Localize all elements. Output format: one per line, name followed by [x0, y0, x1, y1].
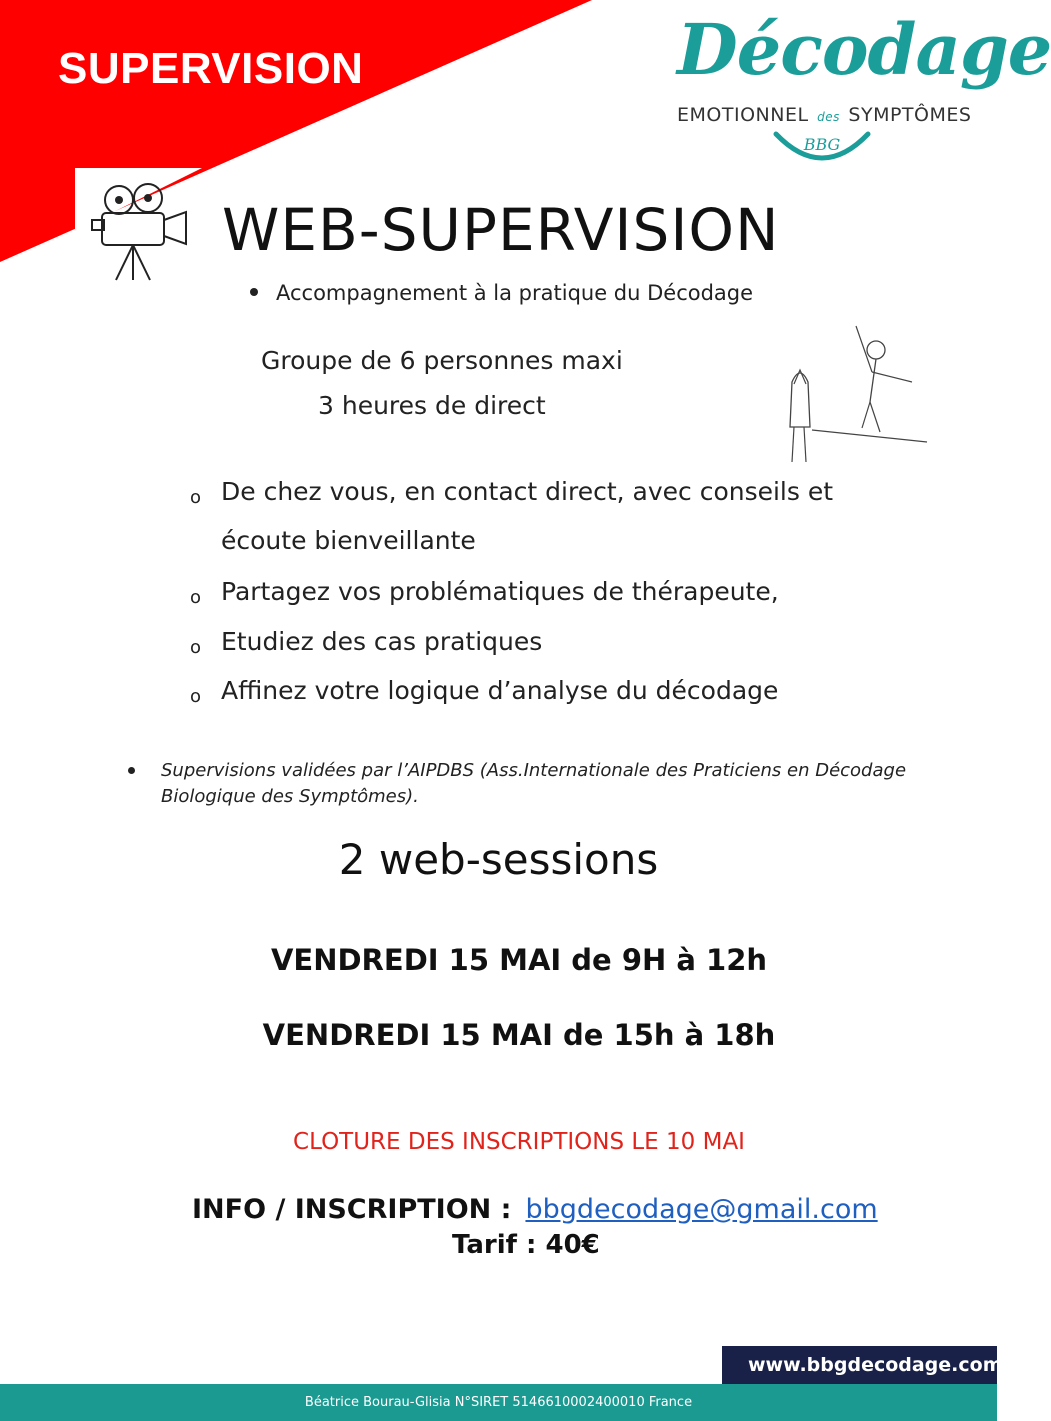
heures-text: 3 heures de direct: [318, 391, 546, 420]
info-line: [192, 1194, 878, 1225]
session-date: VENDREDI 15 MAI de 15h à 18h: [262, 1018, 776, 1052]
banner-label: SUPERVISION: [58, 44, 364, 93]
list-item: [190, 567, 890, 616]
list-item-text: Partagez vos problématiques de thérapeute,: [221, 577, 779, 606]
logo-smile-icon: [772, 130, 872, 172]
bullet-dot: [250, 288, 258, 296]
accompagnement-bullet: [250, 281, 753, 305]
brand-logo: [677, 8, 1051, 173]
list-marker: o: [190, 637, 202, 658]
logo-subtitle: [677, 104, 972, 126]
logo-mark: BBG: [803, 135, 841, 154]
info-label: INFO / INSCRIPTION :: [192, 1194, 512, 1225]
email-link[interactable]: bbgdecodage@gmail.com: [525, 1194, 878, 1225]
logo-sub-right: SYMPTÔMES: [848, 104, 972, 126]
list-marker: o: [190, 686, 202, 707]
website-link[interactable]: www.bbgdecodage.com: [722, 1346, 997, 1384]
list-marker: o: [190, 487, 202, 508]
list-item-text: Etudiez des cas pratiques: [221, 627, 543, 656]
accreditation-text: Supervisions validées par l’AIPDBS (Ass.Internationale des Praticiens en Décodage Biologique des Symptômes).: [161, 760, 907, 807]
accompagnement-text: Accompagnement à la pratique du Décodage: [276, 281, 754, 305]
list-item-text: De chez vous, en contact direct, avec conseils et écoute bienveillante: [221, 477, 834, 555]
price: Tarif : 40€: [452, 1230, 600, 1260]
registration-deadline: CLOTURE DES INSCRIPTIONS LE 10 MAI: [293, 1129, 745, 1155]
page-title: WEB-SUPERVISION: [222, 196, 780, 264]
footer: Béatrice Bourau-Glisia N°SIRET 5146610002400010 France: [0, 1384, 997, 1421]
logo-script: Décodage: [677, 8, 1051, 91]
session-date: VENDREDI 15 MAI de 9H à 12h: [270, 943, 768, 977]
logo-sub-small: des: [817, 110, 840, 124]
sessions-heading: 2 web-sessions: [338, 835, 659, 884]
list-item-text: Affinez votre logique d’analyse du décodage: [221, 676, 779, 705]
list-item: [190, 617, 890, 666]
accreditation-note: [128, 758, 908, 810]
logo-sub-left: EMOTIONNEL: [677, 104, 809, 126]
tightrope-sketch-icon: [772, 322, 932, 467]
bullet-dot: [128, 767, 135, 774]
groupe-text: Groupe de 6 personnes maxi: [261, 346, 623, 375]
film-camera-icon: [88, 180, 198, 285]
list-item: [190, 666, 890, 715]
list-item: [190, 467, 890, 565]
list-marker: o: [190, 587, 202, 608]
